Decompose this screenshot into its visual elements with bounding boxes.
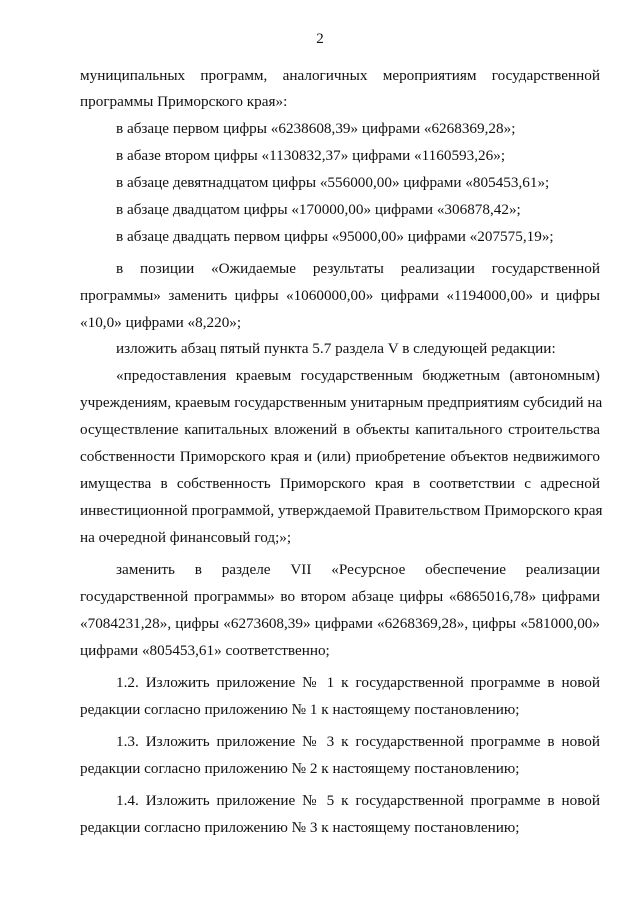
text-line: муниципальных программ, аналогичных мероприятиям государственной: [80, 67, 600, 84]
text-line: в позиции «Ожидаемые результаты реализации государственной: [116, 260, 600, 277]
text-line: в абазе втором цифры «1130832,37» цифрами «1160593,26»;: [116, 147, 506, 164]
text-line: осуществление капитальных вложений в объекты капитального строительства: [80, 421, 600, 438]
text-line: 1.4. Изложить приложение № 5 к государственной программе в новой: [116, 792, 600, 809]
text-line: в абзаце девятнадцатом цифры «556000,00» цифрами «805453,61»;: [116, 174, 550, 191]
text-line: на очередной финансовый год;»;: [80, 529, 292, 546]
text-line: редакции согласно приложению № 3 к настоящему постановлению;: [80, 819, 520, 836]
text-line: в абзаце двадцатом цифры «170000,00» цифрами «306878,42»;: [116, 201, 521, 218]
text-line: редакции согласно приложению № 2 к настоящему постановлению;: [80, 760, 520, 777]
text-line: в абзаце двадцать первом цифры «95000,00» цифрами «207575,19»;: [116, 228, 554, 245]
text-line: государственной программы» во втором абзаце цифры «6865016,78» цифрами: [80, 588, 600, 605]
text-line: собственности Приморского края и (или) приобретение объектов недвижимого: [80, 448, 600, 465]
text-line: учреждениям, краевым государственным унитарным предприятиям субсидий на: [80, 394, 603, 411]
text-line: имущества в собственность Приморского края в соответствии с адресной: [80, 475, 600, 492]
text-line: 1.2. Изложить приложение № 1 к государственной программе в новой: [116, 674, 600, 691]
text-line: редакции согласно приложению № 1 к настоящему постановлению;: [80, 701, 520, 718]
text-line: «предоставления краевым государственным бюджетным (автономным): [116, 367, 600, 384]
text-line: программы» заменить цифры «1060000,00» цифрами «1194000,00» и цифры: [80, 287, 600, 304]
page-number: 2: [316, 31, 324, 47]
text-line: в абзаце первом цифры «6238608,39» цифрами «6268369,28»;: [116, 120, 516, 137]
text-line: заменить в разделе VII «Ресурсное обеспечение реализации: [116, 561, 600, 578]
text-line: программы Приморского края»:: [80, 93, 288, 110]
text-line: «10,0» цифрами «8,220»;: [80, 314, 242, 331]
text-line: 1.3. Изложить приложение № 3 к государственной программе в новой: [116, 733, 600, 750]
text-line: цифрами «805453,61» соответственно;: [80, 642, 330, 659]
text-line: изложить абзац пятый пункта 5.7 раздела V в следующей редакции:: [116, 340, 556, 357]
text-line: инвестиционной программой, утверждаемой Правительством Приморского края: [80, 502, 603, 519]
text-line: «7084231,28», цифры «6273608,39» цифрами «6268369,28», цифры «581000,00»: [80, 615, 600, 632]
